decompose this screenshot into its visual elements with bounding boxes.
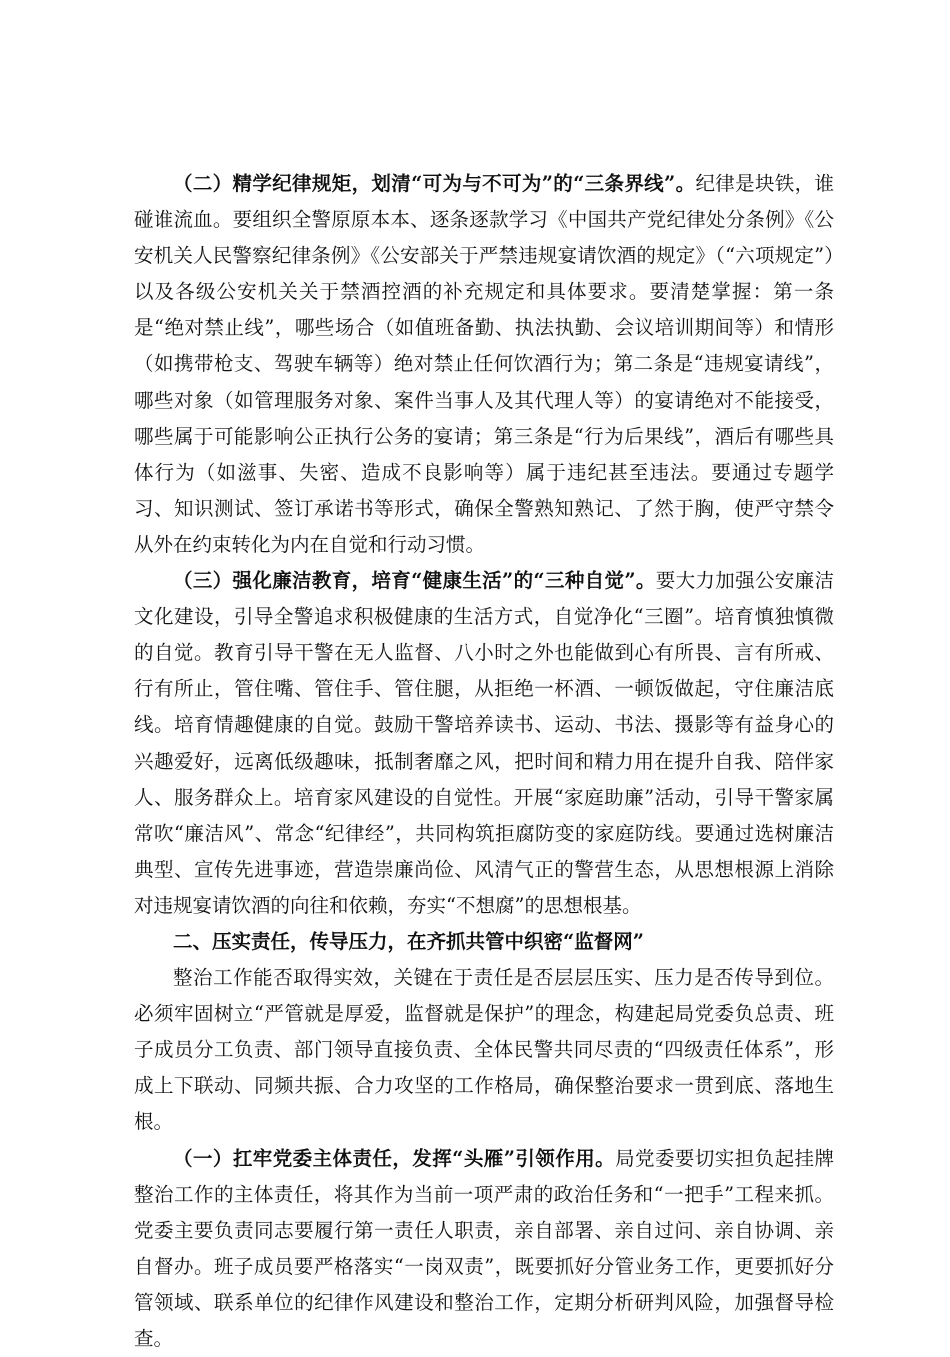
paragraph-lead: （一）扛牢党委主体责任，发挥“头雁”引领作用。 (173, 1146, 616, 1170)
paragraph-text: 局党委要切实担负起挂牌整治工作的主体责任，将其作为当前一项严肃的政治任务和“一把手”工程来抓。党委主要负责同志要履行第一责任人职责，亲自部署、亲自过问、亲自协调、亲自督办。班子成员要严格落实“一岗双责”，既要抓好分管业务工作，更要抓好分管领域、联系单位的纪律作风建设和整治工作，定期分析研判风险，加强督导检查。 (134, 1146, 834, 1350)
document-body (134, 166, 834, 1357)
paragraph-discipline-rules (134, 166, 834, 563)
paragraph-party-committee-responsibility (134, 1141, 834, 1357)
paragraph-lead: （三）强化廉洁教育，培育“健康生活”的“三种自觉”。 (173, 569, 656, 593)
paragraph-responsibility-system (134, 960, 834, 1140)
section-heading: 二、压实责任，传导压力，在齐抓共管中织密“监督网” (173, 929, 644, 953)
paragraph-text: 要大力加强公安廉洁文化建设，引导全警追求积极健康的生活方式，自觉净化“三圈”。培育慎独慎微的自觉。教育引导干警在无人监督、八小时之外也能做到心有所畏、言有所戒、行有所止，管住嘴、管住手、管住腿，从拒绝一杯酒、一顿饭做起，守住廉洁底线。培育情趣健康的自觉。鼓励干警培养读书、运动、书法、摄影等有益身心的兴趣爱好，远离低级趣味，抵制奢靡之风，把时间和精力用在提升自我、陪伴家人、服务群众上。培育家风建设的自觉性。开展“家庭助廉”活动，引导干警家属常吹“廉洁风”、常念“纪律经”，共同构筑拒腐防变的家庭防线。要通过选树廉洁典型、宣传先进事迹，营造崇廉尚俭、风清气正的警营生态，从思想根源上消除对违规宴请饮酒的向往和依赖，夯实“不想腐”的思想根基。 (134, 569, 834, 917)
paragraph-text: 整治工作能否取得实效，关键在于责任是否层层压实、压力是否传导到位。必须牢固树立“严管就是厚爱，监督就是保护”的理念，构建起局党委负总责、班子成员分工负责、部门领导直接负责、全体民警共同尽责的“四级责任体系”，形成上下联动、同频共振、合力攻坚的工作格局，确保整治要求一贯到底、落地生根。 (134, 966, 834, 1134)
paragraph-lead: （二）精学纪律规矩，划清“可为与不可为”的“三条界线”。 (173, 172, 696, 195)
paragraph-text: 纪律是块铁，谁碰谁流血。要组织全警原原本本、逐条逐款学习《中国共产党纪律处分条例》《公安机关人民警察纪律条例》《公安部关于严禁违规宴请饮酒的规定》（“六项规定”）以及各级公安机关关于禁酒控酒的补充规定和具体要求。要清楚掌握：第一条是“绝对禁止线”，哪些场合（如值班备勤、执法执勤、会议培训期间等）和情形（如携带枪支、驾驶车辆等）绝对禁止任何饮酒行为；第二条是“违规宴请线”，哪些对象（如管理服务对象、案件当事人及其代理人等）的宴请绝对不能接受，哪些属于可能影响公正执行公务的宴请；第三条是“行为后果线”，酒后有哪些具体行为（如滋事、失密、造成不良影响等）属于违纪甚至违法。要通过专题学习、知识测试、签订承诺书等形式，确保全警熟知熟记、了然于胸，使严守禁令从外在约束转化为内在自觉和行动习惯。 (134, 172, 834, 556)
paragraph-integrity-education (134, 563, 834, 924)
